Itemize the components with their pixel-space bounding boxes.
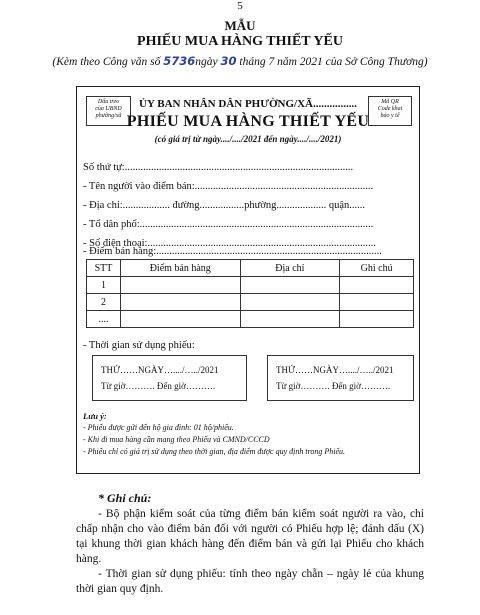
row-sales-point [120,294,240,311]
row-address [240,294,340,311]
handwritten-doc-day: 30 [220,54,237,68]
row-note [340,277,414,294]
row-note [340,311,414,328]
sales-point-table [86,259,414,328]
qr-line: Mã QR [381,99,399,105]
time-slot-hours: Từ giờ………. Đến giờ………. [276,381,391,391]
note-item: - Phiếu chỉ có giá trị sử dụng theo thời gian, địa điểm được quy định trong Phiếu. [83,447,346,456]
ghi-chu-title: * Ghi chú: [98,491,152,505]
validity-period: (có giá trị từ ngày..../..../2021 đến ngày..../..../2021) [154,134,342,144]
row-address [240,277,340,294]
row-stt: 1 [87,277,121,294]
qr-line: Code khai [377,106,403,112]
header-stt: STT [87,260,121,277]
row-address [240,311,340,328]
subtitle-before: (Kèm theo Công văn số [52,56,164,68]
table-row [87,311,414,328]
stamp-line: của UBND [95,106,122,112]
agency-name: ỦY BAN NHÂN DÂN PHƯỜNG/XÃ................ [139,98,357,110]
document-subtitle [0,54,480,68]
ghi-chu-paragraph: - Thời gian sử dụng phiếu: tính theo ngày chẵn – ngày lẻ của khung thời gian quy định. [76,568,424,595]
notes-title: Lưu ý: [83,411,107,421]
header-address: Địa chỉ [240,260,340,277]
subtitle-after: tháng 7 năm 2021 của Sở Công Thương) [236,56,428,68]
form-title: PHIẾU MUA HÀNG THIẾT YẾU [126,113,370,130]
page-number: 5 [237,0,243,12]
row-stt: 2 [87,294,121,311]
field-buyer-name: - Tên người vào điểm bán:.................................................................... [83,181,374,192]
header-sales-point: Điểm bán hàng [120,260,240,277]
row-note [340,294,414,311]
table-row [87,277,414,294]
field-order-number: Số thứ tự:....................................................................................... [83,162,354,173]
row-stt: .... [87,311,121,328]
field-phone: - Số điện thoại:....................................................................................... [83,238,376,249]
time-slot-hours: Từ giờ………. Đến giờ………. [101,381,216,391]
field-residential-group: - Tổ dân phố:......................................................................................... [83,219,374,230]
field-sales-point: - Điểm bán hàng:...................................................................................... [83,246,382,257]
stamp-line: Dấu treo [97,99,120,105]
handwritten-doc-number: 5736 [163,54,196,68]
field-address: - Địa chỉ:.................. đường.................phường................... quận...... [83,200,366,211]
template-label: MẪU [224,18,256,33]
document-title: PHIẾU MUA HÀNG THIẾT YẾU [137,34,343,49]
stamp-line: phường/xã [95,113,122,119]
table-row [87,294,414,311]
qr-line: báo y tế [380,113,400,119]
time-slot-date: THỨ……NGÀY…..../…../2021 [101,365,219,375]
note-item: - Khi đi mua hàng cần mang theo Phiếu và CMND/CCCD [83,435,270,444]
ghi-chu-paragraph: - Bộ phận kiểm soát của từng điểm bán kiểm soát người ra vào, chỉ chấp nhận cho vào điểm bán đối với người có Phiếu hợp lệ; đánh dấu (X) tại khung thời gian khách hàng đến điểm bán và gửi lại Phiếu cho khách hàng. [76,508,424,565]
time-slot-box [92,355,247,401]
row-sales-point [120,311,240,328]
table-header-row [87,260,414,277]
header-note: Ghi chú [340,260,414,277]
time-slot-box [267,355,414,401]
time-slot-date: THỨ……NGÀY…..../…../2021 [276,365,394,375]
usage-time-label: - Thời gian sử dụng phiếu: [83,340,195,351]
subtitle-mid: ngày [195,56,221,68]
row-sales-point [120,277,240,294]
note-item: - Phiếu được gửi đến hộ gia đình: 01 hộ/phiếu. [83,423,234,432]
